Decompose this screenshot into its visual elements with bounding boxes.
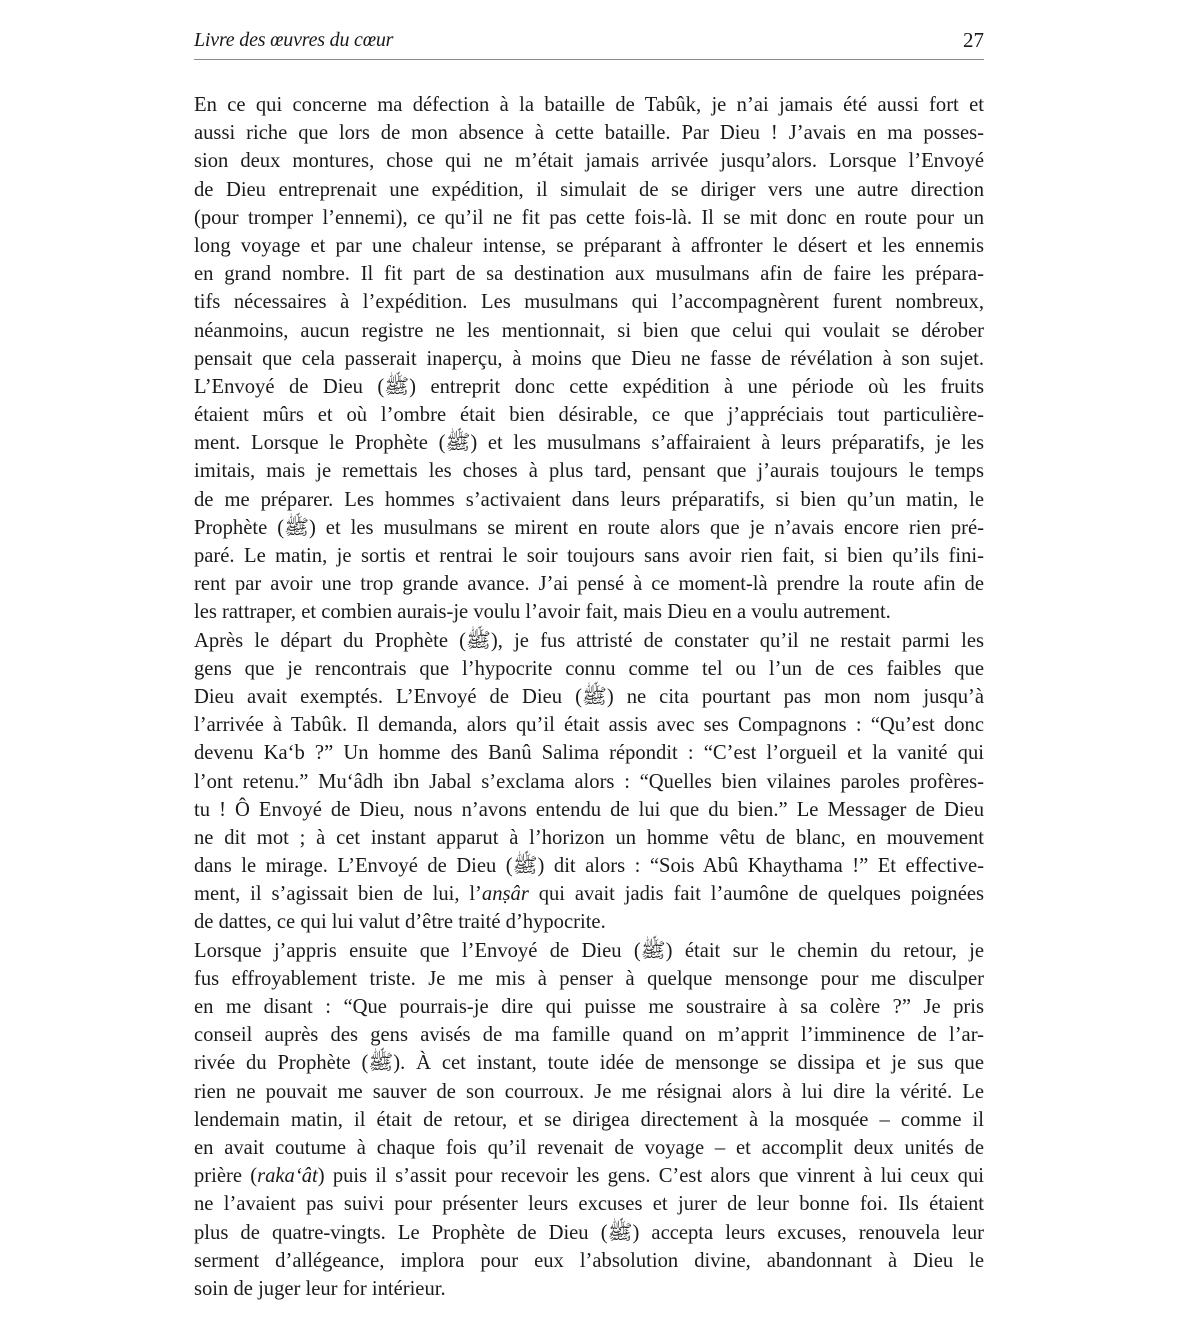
text-line: ne l’avaient pas suivi pour présenter leurs excuses et jurer de leur bonne foi. Ils étaient — [194, 1193, 984, 1216]
text-line: aussi riche que lors de mon absence à cette bataille. Par Dieu ! J’avais en ma posses- — [194, 122, 984, 145]
text-line: soin de juger leur for intérieur. — [194, 1277, 446, 1300]
text-line — [194, 880, 984, 908]
text-line: plus de quatre-vingts. Le Prophète de Dieu (ﷺ) accepta leurs excuses, renouvela leur — [194, 1221, 985, 1244]
page-body — [194, 91, 984, 1303]
text-line: En ce qui concerne ma défection à la bataille de Tabûk, je n’ai jamais été aussi fort et — [194, 94, 984, 116]
text-line: néanmoins, aucun registre ne les mentionnait, si bien que celui qui voulait se dérober — [194, 319, 984, 342]
text-line: en avait coutume à chaque fois qu’il revenait de voyage – et accomplit deux unités de — [194, 1136, 984, 1159]
text-line: gens que je rencontrais que l’hypocrite connu comme tel ou l’un de ces faibles que — [194, 657, 984, 680]
text-line: l’arrivée à Tabûk. Il demanda, alors qu’il était assis avec ses Compagnons : “Qu’est donc — [194, 714, 984, 737]
text-run: ) puis il s’assit pour recevoir les gens. C’est alors que vinrent à lui ceux qui — [317, 1165, 984, 1188]
text-line: L’Envoyé de Dieu (ﷺ) entreprit donc cette expédition à une période où les fruits — [194, 375, 984, 398]
italic-term: raka‘ât — [257, 1165, 318, 1188]
text-line: de dattes, ce qui lui valut d’être traité d’hypocrite. — [194, 911, 606, 934]
paragraph-2 — [194, 627, 984, 937]
italic-term: anṣâr — [481, 883, 529, 906]
text-line: imitais, mais je remettais les choses à plus tard, pensant que j’aurais toujours le temps — [194, 460, 984, 483]
text-line — [194, 1162, 984, 1190]
text-line: de Dieu entreprenait une expédition, il simulait de se diriger vers une autre direction — [194, 178, 984, 201]
text-line: lendemain matin, il était de retour, et se dirigea directement à la mosquée – comme il — [194, 1108, 984, 1131]
text-line: long voyage et par une chaleur intense, se préparant à affronter le désert et les ennemis — [194, 234, 984, 257]
text-line: rien ne pouvait me sauver de son courroux. Je me résignai alors à lui dire la vérité. Le — [194, 1080, 984, 1103]
text-run: ment, il s’agissait bien de lui, l’ — [194, 883, 482, 906]
text-line: étaient mûrs et où l’ombre était bien désirable, ce que j’appréciais tout particulière- — [194, 404, 984, 427]
text-line: (pour tromper l’ennemi), ce qu’il ne fit pas cette fois-là. Il se mit donc en route pour un — [194, 206, 984, 229]
page-number: 27 — [963, 28, 984, 52]
text-line: dans le mirage. L’Envoyé de Dieu (ﷺ) dit alors : “Sois Abû Khaythama !” Et effective- — [194, 855, 984, 878]
text-line: tifs nécessaires à l’expédition. Les musulmans qui l’accompagnèrent furent nombreux, — [194, 291, 984, 314]
text-line: Lorsque j’appris ensuite que l’Envoyé de Dieu (ﷺ) était sur le chemin du retour, je — [194, 939, 984, 962]
text-run: prière ( — [194, 1165, 258, 1188]
running-title: Livre des œuvres du cœur — [194, 29, 394, 51]
text-line: ne dit mot ; à cet instant apparut à l’horizon un homme vêtu de blanc, en mouvement — [194, 826, 984, 849]
text-line: devenu Ka‘b ?” Un homme des Banû Salima répondit : “C’est l’orgueil et la vanité qui — [194, 742, 984, 765]
text-line: conseil auprès des gens avisés de ma famille quand on m’apprit l’imminence de l’ar- — [194, 1024, 984, 1047]
text-line: les rattraper, et combien aurais-je voulu l’avoir fait, mais Dieu en a voulu autrement. — [194, 601, 891, 624]
paragraph-1 — [194, 91, 984, 627]
text-line: en grand nombre. Il fit part de sa destination aux musulmans afin de faire les prépara- — [194, 263, 984, 286]
text-line: en me disant : “Que pourrais-je dire qui puisse me soustraire à sa colère ?” Je pris — [194, 996, 984, 1018]
running-header — [194, 26, 984, 60]
text-line: rivée du Prophète (ﷺ). À cet instant, toute idée de mensonge se dissipa et je sus que — [194, 1052, 984, 1075]
text-line: Après le départ du Prophète (ﷺ), je fus attristé de constater qu’il ne restait parmi les — [194, 629, 984, 652]
text-line: rent par avoir une trop grande avance. J’ai pensé à ce moment-là prendre la route afin de — [194, 573, 984, 596]
text-line: l’ont retenu.” Mu‘âdh ibn Jabal s’exclama alors : “Quelles bien vilaines paroles profères- — [194, 770, 984, 793]
text-line: de me préparer. Les hommes s’activaient dans leurs préparatifs, si bien qu’un matin, le — [194, 488, 984, 511]
text-line: sion deux montures, chose qui ne m’était jamais arrivée jusqu’alors. Lorsque l’Envoyé — [194, 150, 984, 173]
text-line: ment. Lorsque le Prophète (ﷺ) et les musulmans s’affairaient à leurs préparatifs, je les — [194, 432, 985, 455]
text-line: Dieu avait exemptés. L’Envoyé de Dieu (ﷺ) ne cita pourtant pas mon nom jusqu’à — [194, 685, 984, 708]
paragraph-3 — [194, 937, 984, 1303]
text-line: fus effroyablement triste. Je me mis à penser à quelque mensonge pour me disculper — [194, 967, 984, 990]
header-rule — [194, 59, 984, 60]
text-line: pensait que cela passerait inaperçu, à moins que Dieu ne fasse de révélation à son sujet. — [194, 347, 984, 370]
text-line: tu ! Ô Envoyé de Dieu, nous n’avons entendu de lui que du bien.” Le Messager de Dieu — [194, 798, 984, 821]
text-line: serment d’allégeance, implora pour eux l’absolution divine, abandonnant à Dieu le — [194, 1249, 984, 1272]
text-line: paré. Le matin, je sortis et rentrai le soir toujours sans avoir rien fait, si bien qu’ils fini- — [194, 545, 984, 567]
text-line: Prophète (ﷺ) et les musulmans se mirent en route alors que je n’avais encore rien pré- — [194, 516, 985, 539]
text-run: qui avait jadis fait l’aumône de quelques poignées — [528, 883, 984, 906]
